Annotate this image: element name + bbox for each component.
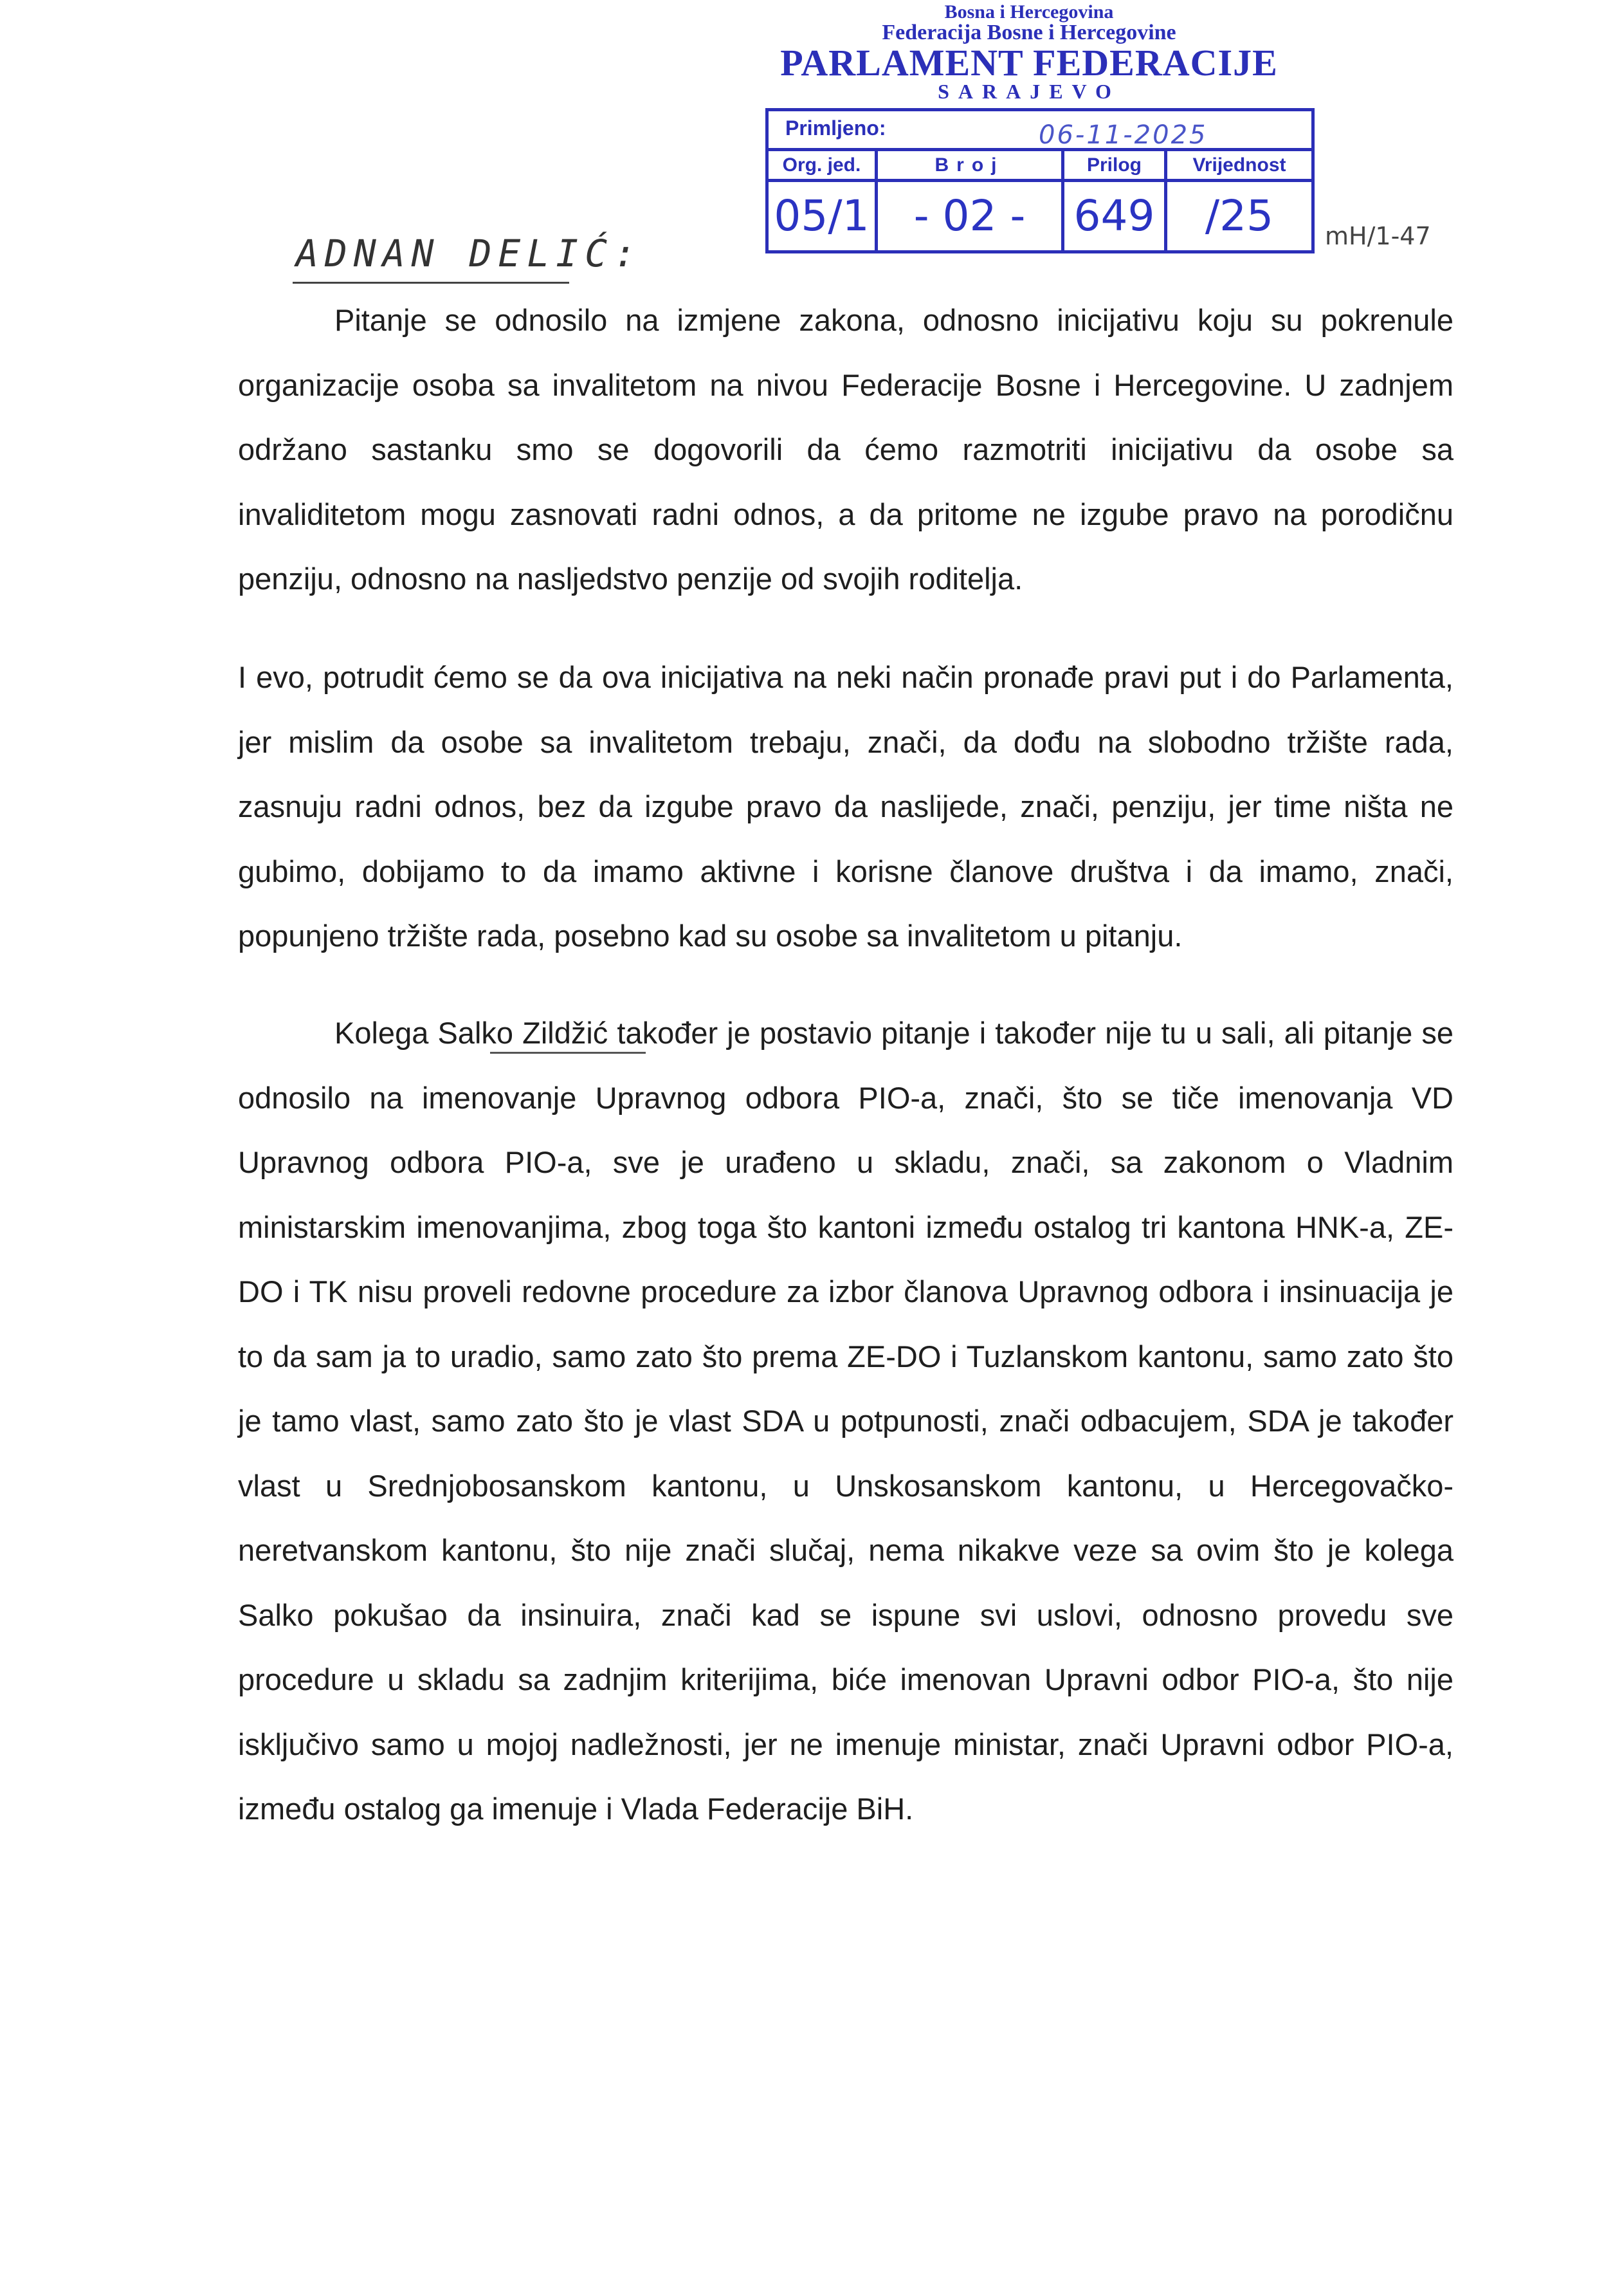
stamp-entity: Federacija Bosne i Hercegovine bbox=[882, 21, 1176, 44]
speaker-name: ADNAN DELIĆ: bbox=[296, 232, 643, 275]
stamp-header-number: Broj bbox=[878, 151, 1064, 182]
stamp-parliament: PARLAMENT FEDERACIJE bbox=[780, 42, 1278, 84]
stamp-received-label: Primljeno: bbox=[785, 116, 886, 140]
stamp-header-org-unit: Org. jed. bbox=[769, 151, 878, 182]
stamp-value-org-unit: 05/1 bbox=[769, 182, 878, 250]
stamp-value-attachment: 649 bbox=[1064, 182, 1167, 250]
stamp-header-attachment: Prilog bbox=[1064, 151, 1167, 182]
stamp-received-row bbox=[769, 111, 1311, 151]
paragraph-3 bbox=[238, 1001, 1454, 1842]
paragraph-text: I evo, potrudit ćemo se da ova inicijativa na neki način pronađe pravi put i do Parlamenta, jer mislim da osobe sa invalitetom trebaju, znači, da dođu na slobodno tržište rada, zasnuju radni odnos, bez da izgube pravo da naslijede, znači, penziju, jer time ništa ne gubimo, dobijamo to da imamo aktivne i korisne članove društva i da imamo, znači, popunjeno tržište rada, posebno kad su osobe sa invalitetom u pitanju. bbox=[238, 660, 1454, 953]
paragraph-text: Kolega Salko Zildžić također je postavio pitanje i također nije tu u sali, ali pitanje se odnosilo na imenovanje Upravnog odbora PIO-a, znači, što se tiče imenovanja VD Upravnog odbora PIO-a, sve je urađeno u skladu, znači, sa zakonom o Vladnim ministarskim imenovanjima, zbog toga što kantoni između ostalog tri kantona HNK-a, ZE-DO i TK nisu proveli redovne procedure za izbor članova Upravnog odbora i insinuacija je to da sam ja to uradio, samo zato što prema ZE-DO i Tuzlanskom kantonu, samo zato što je tamo vlast, samo zato što je vlast SDA u potpunosti, znači odbacujem, SDA je također vlast u Srednjobosanskom kantonu, u Unskosanskom kantonu, u Hercegovačko-neretvanskom kantonu, što nije znači slučaj, nema nikakve veze sa ovim što je kolega Salko pokušao da insinuira, znači kad se ispune svi uslovi, odnosno provedu sve procedure u skladu sa zadnjim kriterijima, biće imenovan Upravni odbor PIO-a, što nije isključivo samo u mojoj nadležnosti, jer ne imenuje ministar, znači Upravni odbor PIO-a, između ostalog ga imenuje i Vlada Federacije BiH. bbox=[238, 1016, 1454, 1826]
stamp-city: SARAJEVO bbox=[938, 80, 1120, 103]
margin-mark: mH/1-47 bbox=[1325, 222, 1431, 250]
stamp-received-date: 06-11-2025 bbox=[1039, 120, 1208, 150]
stamp-value-number: - 02 - bbox=[878, 182, 1064, 250]
registry-stamp bbox=[740, 0, 1318, 257]
paragraph-2 bbox=[238, 645, 1454, 969]
speaker-underline bbox=[293, 282, 569, 284]
stamp-country: Bosna i Hercegovina bbox=[944, 1, 1114, 23]
name-underline-mark bbox=[490, 1052, 646, 1054]
paragraph-text: Pitanje se odnosilo na izmjene zakona, odnosno inicijativu koju su pokrenule organizacije osoba sa invalitetom na nivou Federacije Bosne i Hercegovine. U zadnjem održano sastanku smo se dogovorili da ćemo razmotriti inicijativu da osobe sa invaliditetom mogu zasnovati radni odnos, a da pritome ne izgube pravo na porodičnu penziju, odnosno na nasljedstvo penzije od svojih roditelja. bbox=[238, 303, 1454, 596]
stamp-table bbox=[765, 108, 1315, 253]
stamp-header-value: Vrijednost bbox=[1167, 151, 1311, 182]
stamp-value-value: /25 bbox=[1205, 191, 1274, 241]
paragraph-1 bbox=[238, 288, 1454, 612]
